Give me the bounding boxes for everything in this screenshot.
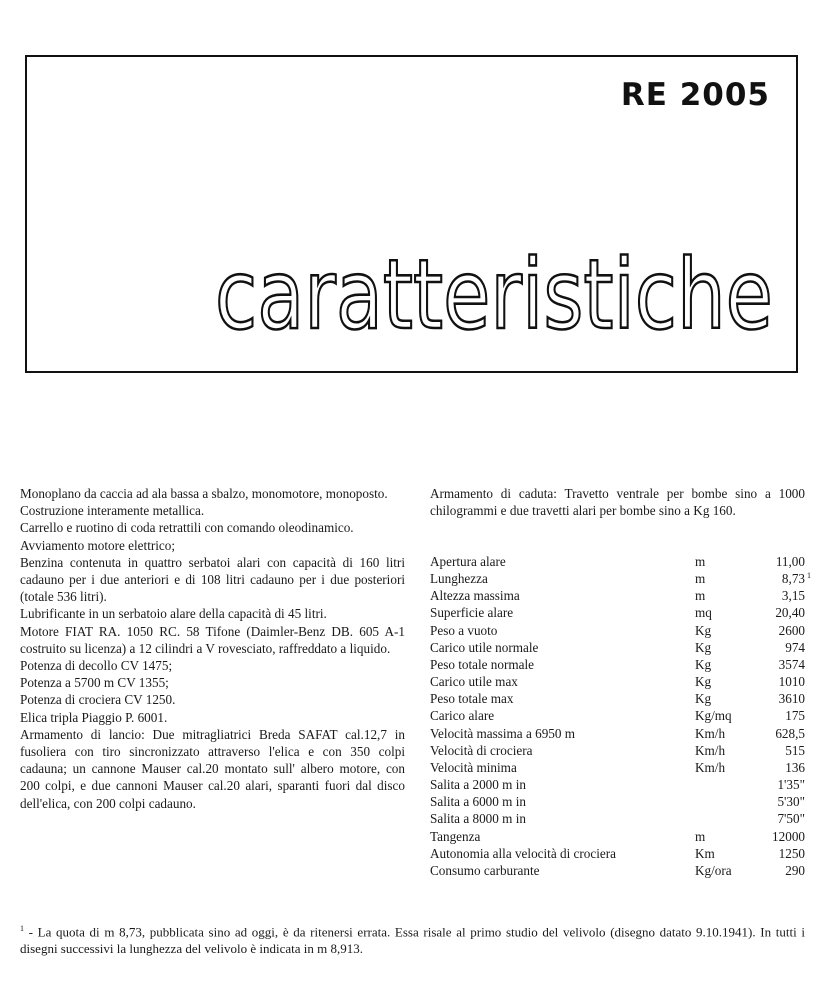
armament-drop-text: Armamento di caduta: Travetto ventrale per bombe sino a 1000 chilogrammi e due travetti alari per bombe sino a Kg 160. (430, 486, 805, 519)
spec-label: Altezza massima (430, 588, 520, 604)
spec-value: 7'50" (777, 811, 805, 827)
spec-label: Velocità minima (430, 759, 517, 775)
spec-label: Salita a 8000 m in (430, 811, 526, 827)
spec-label: Superficie alare (430, 605, 514, 621)
model-name: RE 2005 (620, 77, 770, 113)
spec-row (430, 553, 805, 570)
spec-unit: Kg/mq (695, 708, 732, 724)
spec-unit: Kg (695, 622, 712, 638)
description-paragraph: Costruzione interamente metallica. (20, 503, 205, 519)
specifications-table (430, 553, 811, 879)
spec-label: Autonomia alla velocità di crociera (430, 845, 617, 861)
spec-row (430, 776, 805, 793)
spec-label: Salita a 6000 m in (430, 794, 526, 810)
spec-label: Carico utile max (430, 674, 518, 690)
spec-unit: Kg (695, 691, 712, 707)
spec-value: 3610 (778, 691, 805, 707)
spec-unit: Km (695, 845, 715, 861)
spec-row (430, 690, 805, 707)
spec-row (430, 707, 805, 724)
spec-row (430, 570, 805, 587)
spec-row (430, 845, 805, 862)
spec-note-marker: 1 (807, 571, 811, 581)
spec-value: 1250 (778, 845, 805, 861)
description-paragraph: Potenza a 5700 m CV 1355; (20, 675, 169, 691)
spec-label: Velocità massima a 6950 m (430, 725, 576, 741)
spec-row (430, 810, 805, 827)
spec-row (430, 862, 805, 879)
spec-unit: Km/h (695, 759, 726, 775)
spec-label: Lunghezza (430, 571, 488, 587)
spec-label: Carico utile normale (430, 639, 539, 655)
description-paragraph: Potenza di crociera CV 1250. (20, 692, 176, 708)
description-column (20, 485, 405, 812)
title-frame (25, 55, 798, 373)
spec-row (430, 742, 805, 759)
spec-unit (695, 776, 757, 793)
spec-unit: Kg (695, 656, 712, 672)
footnote-text: - La quota di m 8,73, pubblicata sino ad oggi, è da ritenersi errata. Essa risale al primo studio del velivolo (disegno datato 9.10.1941). In tutti i disegni successivi la lunghezza del velivolo è indicata in m 8,913. (20, 924, 805, 957)
spec-value: 5'30" (777, 794, 805, 810)
spec-label: Apertura alare (430, 554, 506, 569)
spec-value: 974 (785, 639, 805, 655)
footnote (20, 920, 805, 957)
spec-row (430, 725, 805, 742)
description-paragraph: Carrello e ruotino di coda retrattili con comando oleodinamico. (20, 520, 354, 536)
spec-value: 290 (785, 862, 805, 878)
spec-value: 20,40 (775, 605, 805, 621)
spec-unit: mq (695, 605, 712, 621)
spec-row (430, 828, 805, 845)
spec-value: 175 (785, 708, 805, 724)
spec-row (430, 759, 805, 776)
page-title: caratteristiche (215, 239, 773, 351)
spec-label: Peso a vuoto (430, 622, 498, 638)
spec-value: 11,00 (775, 554, 805, 569)
spec-row (430, 656, 805, 673)
spec-unit: m (695, 554, 706, 569)
spec-value: 12000 (772, 828, 805, 844)
spec-unit: Km/h (695, 725, 726, 741)
spec-value: 515 (785, 742, 805, 758)
spec-label: Peso totale normale (430, 656, 535, 672)
spec-label: Carico alare (430, 708, 495, 724)
spec-label: Peso totale max (430, 691, 514, 707)
spec-unit: Kg (695, 639, 712, 655)
spec-unit: Kg (695, 674, 712, 690)
spec-label: Salita a 2000 m in (430, 777, 526, 793)
description-paragraph: Elica tripla Piaggio P. 6001. (20, 709, 168, 725)
spec-value: 1010 (778, 674, 805, 690)
spec-row (430, 639, 805, 656)
spec-row (430, 622, 805, 639)
description-paragraph: Benzina contenuta in quattro serbatoi alari con capacità di 160 litri cadauno per i due anteriori e di 108 litri cadauno per i due posteriori (totale 536 litri). (20, 554, 405, 605)
spec-value: 1'35" (777, 777, 805, 793)
spec-label: Velocità di crociera (430, 742, 533, 758)
spec-unit: m (695, 571, 706, 587)
spec-value: 3,15 (781, 588, 805, 604)
description-paragraph: Armamento di lancio: Due mitragliatrici Breda SAFAT cal.12,7 in fusoliera con tiro sincronizzato attraverso l'elica e con 350 colpi cadauna; un cannone Mauser cal.20 montato sull' albero motore, con 200 colpi, e due cannoni Mauser cal.20 alari, sparanti fuori dal disco dell'elica, con 200 colpi cadauno. (20, 726, 405, 811)
spec-unit (695, 793, 757, 810)
spec-row (430, 673, 805, 690)
spec-value: 136 (785, 759, 805, 775)
spec-unit (695, 810, 757, 827)
spec-value: 2600 (778, 622, 805, 638)
description-paragraph: Lubrificante in un serbatoio alare della capacità di 45 litri. (20, 606, 327, 622)
description-paragraph: Potenza di decollo CV 1475; (20, 658, 173, 674)
footnote-marker: 1 (20, 924, 24, 933)
spec-unit: m (695, 588, 706, 604)
spec-unit: Kg/ora (695, 862, 732, 878)
spec-row (430, 793, 805, 810)
description-paragraph: Motore FIAT RA. 1050 RC. 58 Tifone (Daimler-Benz DB. 605 A-1 costruito su licenza) a 12 cilindri a V rovesciato, raffreddato a liquido. (20, 623, 405, 656)
spec-row (430, 604, 805, 621)
spec-unit: Km/h (695, 742, 726, 758)
spec-value: 628,5 (775, 725, 805, 741)
spec-row (430, 587, 805, 604)
spec-value: 3574 (778, 656, 805, 672)
spec-value: 8,73 1 (757, 570, 805, 587)
spec-unit: m (695, 828, 706, 844)
description-paragraph: Monoplano da caccia ad ala bassa a sbalzo, monomotore, monoposto. (20, 486, 388, 501)
spec-label: Consumo carburante (430, 862, 540, 878)
description-paragraph: Avviamento motore elettrico; (20, 537, 176, 553)
spec-label: Tangenza (430, 828, 481, 844)
